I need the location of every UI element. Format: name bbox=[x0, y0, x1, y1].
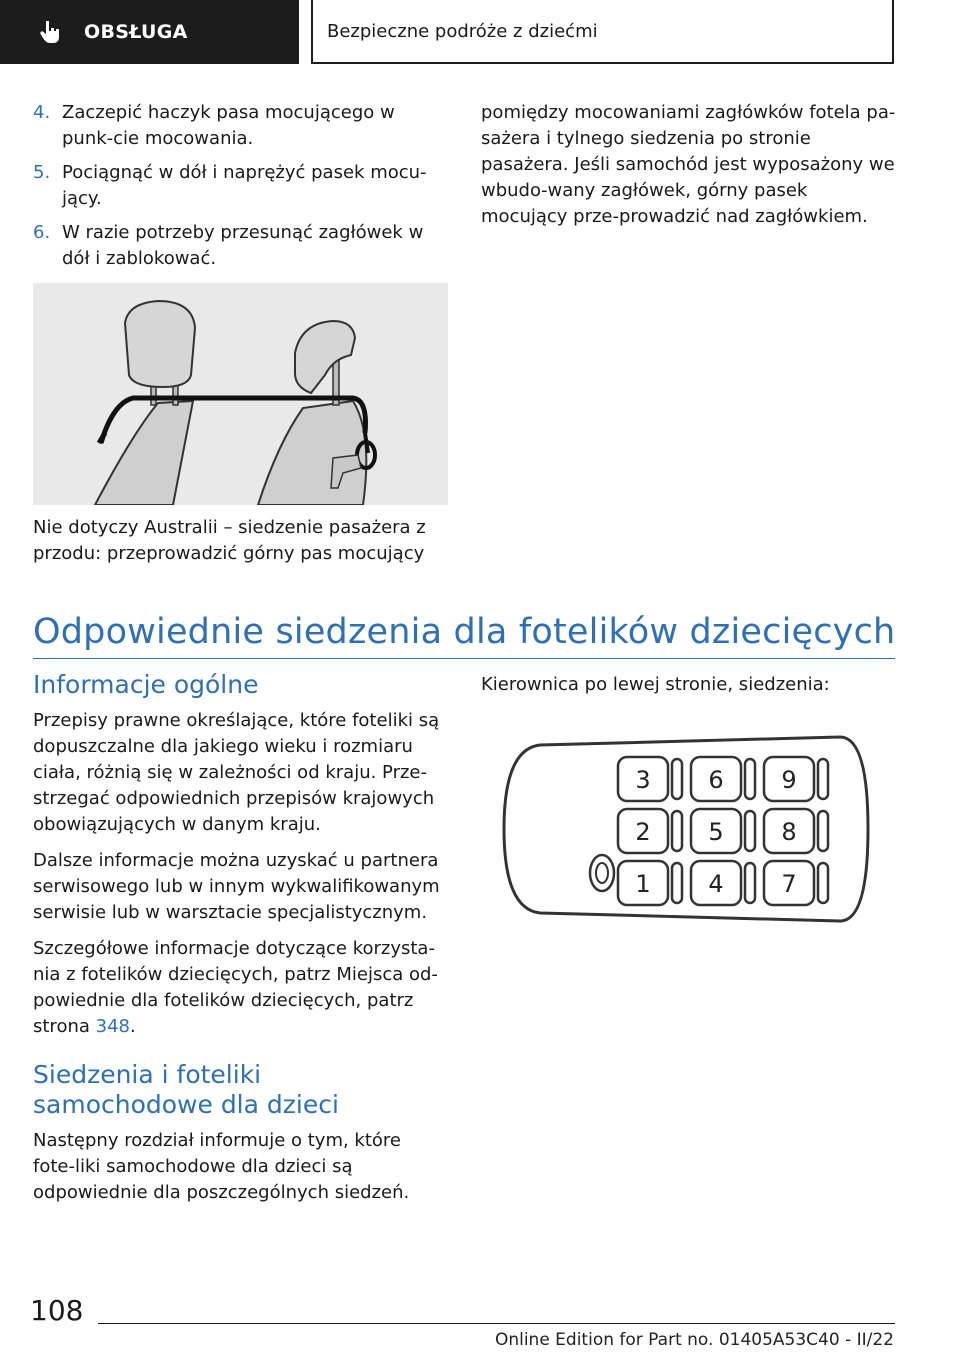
seat-number-label: 7 bbox=[781, 870, 797, 898]
seat-layout-diagram bbox=[500, 733, 870, 925]
chapter-header bbox=[311, 0, 894, 64]
step-text: W razie potrzeby przesunąć zagłówek w dół i zablokować. bbox=[62, 222, 424, 269]
section-tab bbox=[0, 0, 299, 64]
tether-paragraph bbox=[481, 100, 896, 230]
seat-2 bbox=[618, 809, 682, 853]
step-item bbox=[33, 100, 448, 152]
seat-number-label: 8 bbox=[781, 818, 797, 846]
seat-6 bbox=[691, 757, 755, 801]
subheading-seats: Siedzenia i foteliki samochodowe dla dzieci bbox=[33, 1060, 339, 1119]
step-number: 5. bbox=[33, 162, 51, 183]
hand-pointer-icon bbox=[38, 19, 64, 45]
seat-number-label: 1 bbox=[635, 870, 651, 898]
seat-number-label: 6 bbox=[708, 766, 724, 794]
seat-1 bbox=[618, 861, 682, 905]
paragraph: Następny rozdział informuje o tym, które fote‐liki samochodowe dla dzieci są odpowiednie dla poszczególnych siedzeń. bbox=[33, 1130, 410, 1203]
seat-7 bbox=[764, 861, 828, 905]
step-item bbox=[33, 220, 448, 272]
seat-4 bbox=[691, 861, 755, 905]
seat-9 bbox=[764, 757, 828, 801]
general-info-section bbox=[33, 670, 448, 1216]
headrest-tether-illustration bbox=[33, 283, 448, 505]
step-text: Zaczepić haczyk pasa mocującego w punk‐cie mocowania. bbox=[62, 102, 395, 149]
seat-number-label: 9 bbox=[781, 766, 797, 794]
steps-list bbox=[33, 100, 448, 280]
seat-number-label: 4 bbox=[708, 870, 724, 898]
lhd-section bbox=[481, 672, 896, 708]
seat-5 bbox=[691, 809, 755, 853]
seat-3 bbox=[618, 757, 682, 801]
subheading-general: Informacje ogólne bbox=[33, 670, 259, 699]
seat-number-label: 2 bbox=[635, 818, 651, 846]
heading-divider bbox=[33, 658, 895, 659]
chapter-title: Bezpieczne podróże z dziećmi bbox=[327, 20, 598, 42]
page-number: 108 bbox=[30, 1294, 84, 1327]
paragraph-text: . bbox=[129, 1016, 136, 1037]
figure-caption: Nie dotyczy Australii – siedzenie pasażera z przodu: przeprowadzić górny pas mocujący bbox=[33, 517, 426, 564]
step-text: Pociągnąć w dół i naprężyć pasek mocu‐jący. bbox=[62, 162, 427, 209]
paragraph-with-link bbox=[33, 936, 448, 1040]
step-number: 6. bbox=[33, 222, 51, 243]
paragraph: Kierownica po lewej stronie, siedzenia: bbox=[481, 674, 830, 695]
edition-label: Online Edition for Part no. 01405A53C40 - II/22 bbox=[494, 1330, 894, 1350]
step-item bbox=[33, 160, 448, 212]
footer-divider bbox=[98, 1323, 895, 1324]
page-reference-link[interactable]: 348 bbox=[95, 1016, 130, 1037]
section-label: OBSŁUGA bbox=[84, 21, 188, 43]
section-heading: Odpowiednie siedzenia dla fotelików dziecięcych bbox=[33, 612, 896, 652]
paragraph: Przepisy prawne określające, które foteliki są dopuszczalne dla jakiego wieku i rozmiaru ciała, różnią się w zależności od kraju. Prze‐strzegać odpowiednich przepisów krajowych obowiązujących w danym kraju. bbox=[33, 710, 440, 835]
paragraph: Dalsze informacje można uzyskać u partnera serwisowego lub w innym wykwalifikowanym serwisie lub w warsztacie specjalistycznym. bbox=[33, 850, 440, 923]
paragraph: pomiędzy mocowaniami zagłówków fotela pa‐sażera i tylnego siedzenia po stronie pasażera. Jeśli samochód jest wyposażony we wbudo‐wany zagłówek, górny pasek mocujący prze‐prowadzić nad zagłówkiem. bbox=[481, 102, 896, 227]
seat-8 bbox=[764, 809, 828, 853]
paragraph-text: Szczegółowe informacje dotyczące korzysta‐nia z fotelików dziecięcych, patrz Miejsca od‐powiednie dla fotelików dziecięcych, patrz strona bbox=[33, 938, 438, 1037]
step-number: 4. bbox=[33, 102, 51, 123]
seat-number-label: 5 bbox=[708, 818, 724, 846]
seat-number-label: 3 bbox=[635, 766, 651, 794]
